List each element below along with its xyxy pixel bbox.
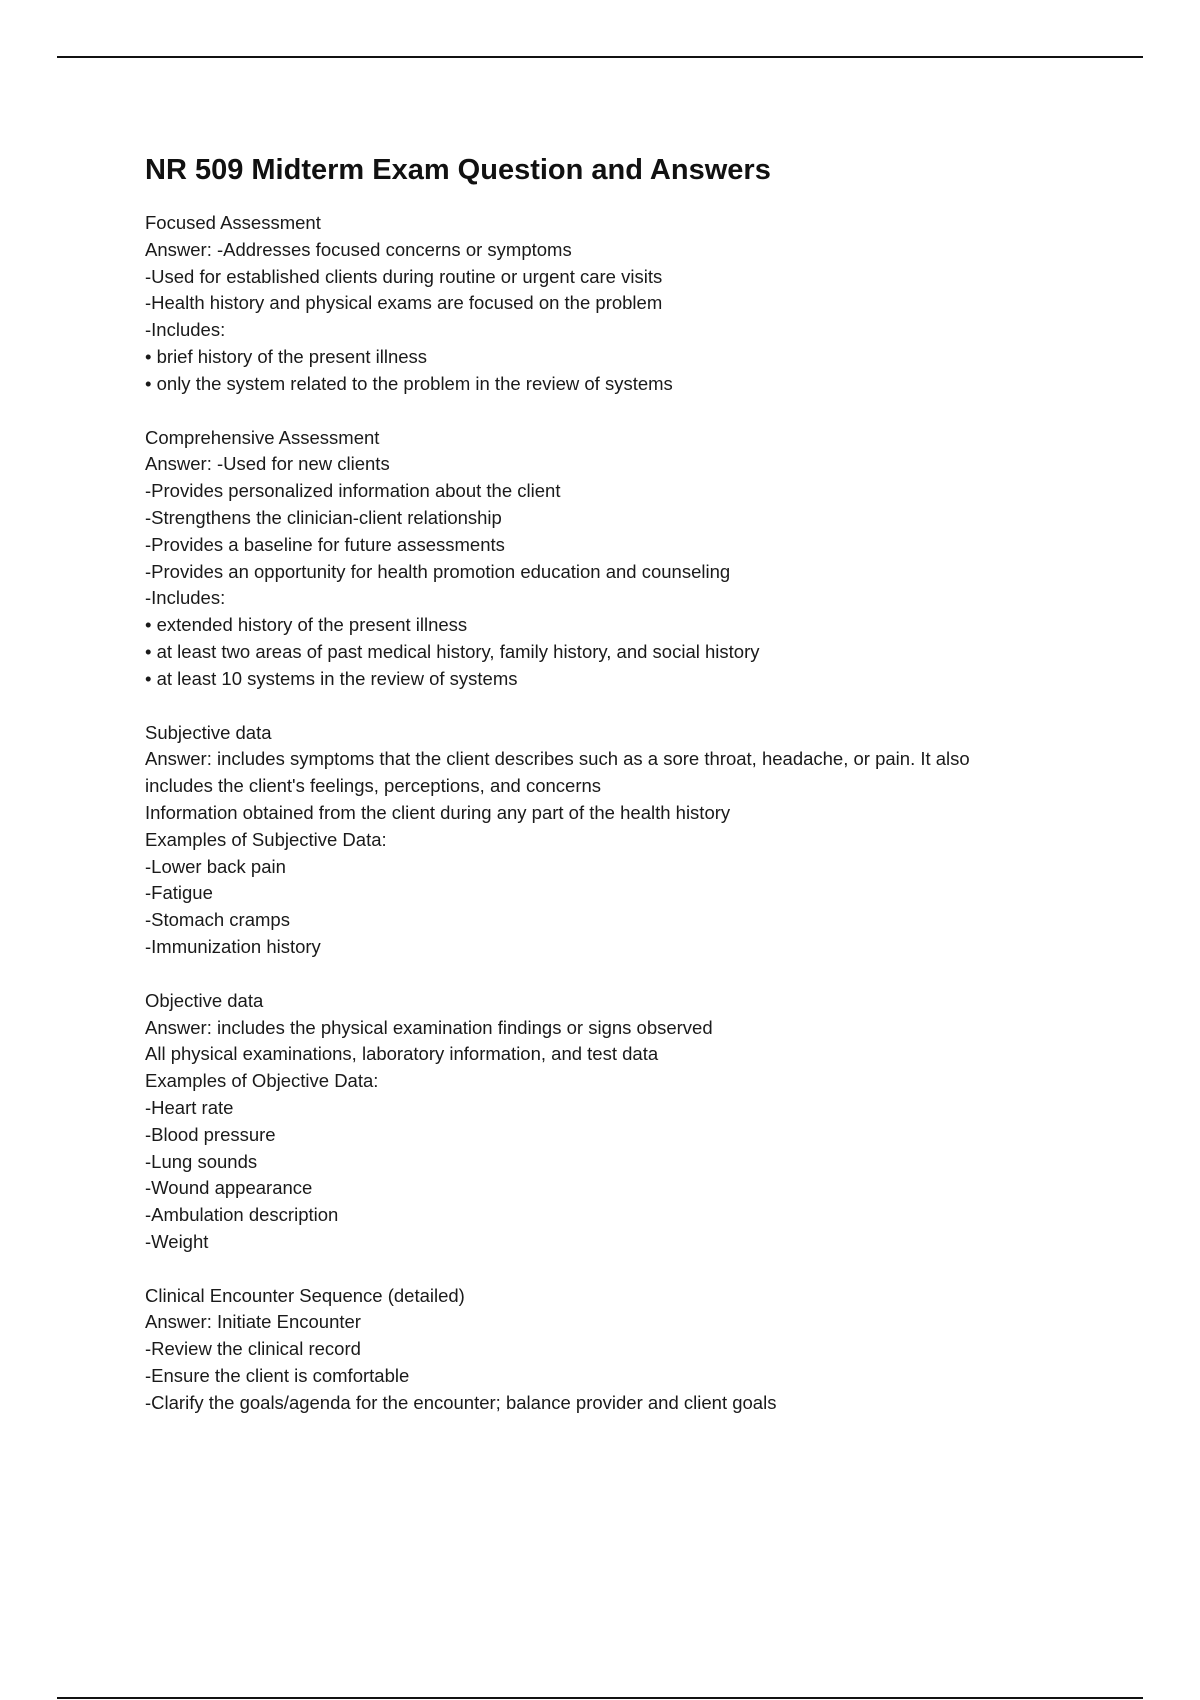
- qa-block: [145, 425, 1105, 693]
- answer-line: -Provides an opportunity for health promotion education and counseling: [145, 560, 731, 582]
- qa-block: [145, 988, 1105, 1256]
- page-title: NR 509 Midterm Exam Question and Answers: [145, 154, 771, 186]
- answer-line: includes the client's feelings, perceptions, and concerns: [145, 775, 602, 797]
- answer-line: -Includes:: [145, 587, 226, 609]
- answer-line: -Lung sounds: [145, 1150, 258, 1172]
- qa-block: [145, 1283, 1105, 1417]
- answer-line: All physical examinations, laboratory information, and test data: [145, 1043, 659, 1065]
- answer-line: -Immunization history: [145, 935, 321, 957]
- question-text: Comprehensive Assessment: [145, 426, 380, 448]
- answer-line: Answer: includes the physical examination findings or signs observed: [145, 1016, 713, 1038]
- answer-line: -Provides a baseline for future assessments: [145, 533, 505, 555]
- qa-block: [145, 720, 1105, 961]
- question-text: Clinical Encounter Sequence (detailed): [145, 1284, 465, 1306]
- answer-line: -Weight: [145, 1230, 209, 1252]
- answer-line: -Lower back pain: [145, 855, 286, 877]
- answer-line: Examples of Objective Data:: [145, 1070, 379, 1092]
- answer-line: -Review the clinical record: [145, 1338, 361, 1360]
- answer-line: -Ensure the client is comfortable: [145, 1365, 410, 1387]
- answer-line: • brief history of the present illness: [145, 345, 428, 367]
- answer-line: -Used for established clients during routine or urgent care visits: [145, 265, 663, 287]
- question-text: Focused Assessment: [145, 212, 321, 233]
- answer-line: -Clarify the goals/agenda for the encounter; balance provider and client goals: [145, 1391, 777, 1413]
- document-content: [145, 150, 1105, 1444]
- answer-line: • extended history of the present illness: [145, 614, 468, 636]
- answer-line: -Strengthens the clinician-client relationship: [145, 506, 502, 528]
- question-text: Objective data: [145, 989, 264, 1011]
- answer-line: Answer: includes symptoms that the client describes such as a sore throat, headache, or pain. It also: [145, 748, 970, 770]
- bottom-rule: [57, 1697, 1143, 1699]
- answer-line: Answer: Initiate Encounter: [145, 1311, 361, 1333]
- answer-line: -Health history and physical exams are focused on the problem: [145, 292, 663, 314]
- answer-line: -Provides personalized information about the client: [145, 480, 561, 502]
- answer-line: Answer: -Used for new clients: [145, 453, 390, 475]
- answer-line: -Stomach cramps: [145, 909, 290, 931]
- answer-line: -Heart rate: [145, 1096, 234, 1118]
- answer-line: Information obtained from the client during any part of the health history: [145, 801, 731, 823]
- qa-block: [145, 210, 1105, 398]
- answer-line: -Fatigue: [145, 882, 213, 904]
- answer-line: -Wound appearance: [145, 1177, 313, 1199]
- answer-line: -Ambulation description: [145, 1204, 339, 1226]
- answer-line: • at least 10 systems in the review of systems: [145, 667, 518, 689]
- top-rule: [57, 56, 1143, 58]
- answer-line: • only the system related to the problem in the review of systems: [145, 372, 673, 394]
- answer-line: Examples of Subjective Data:: [145, 828, 387, 850]
- answer-line: • at least two areas of past medical history, family history, and social history: [145, 640, 760, 662]
- answer-line: -Includes:: [145, 319, 226, 341]
- qa-sections: [145, 210, 1105, 1417]
- answer-line: Answer: -Addresses focused concerns or symptoms: [145, 238, 572, 260]
- answer-line: -Blood pressure: [145, 1123, 276, 1145]
- question-text: Subjective data: [145, 721, 272, 743]
